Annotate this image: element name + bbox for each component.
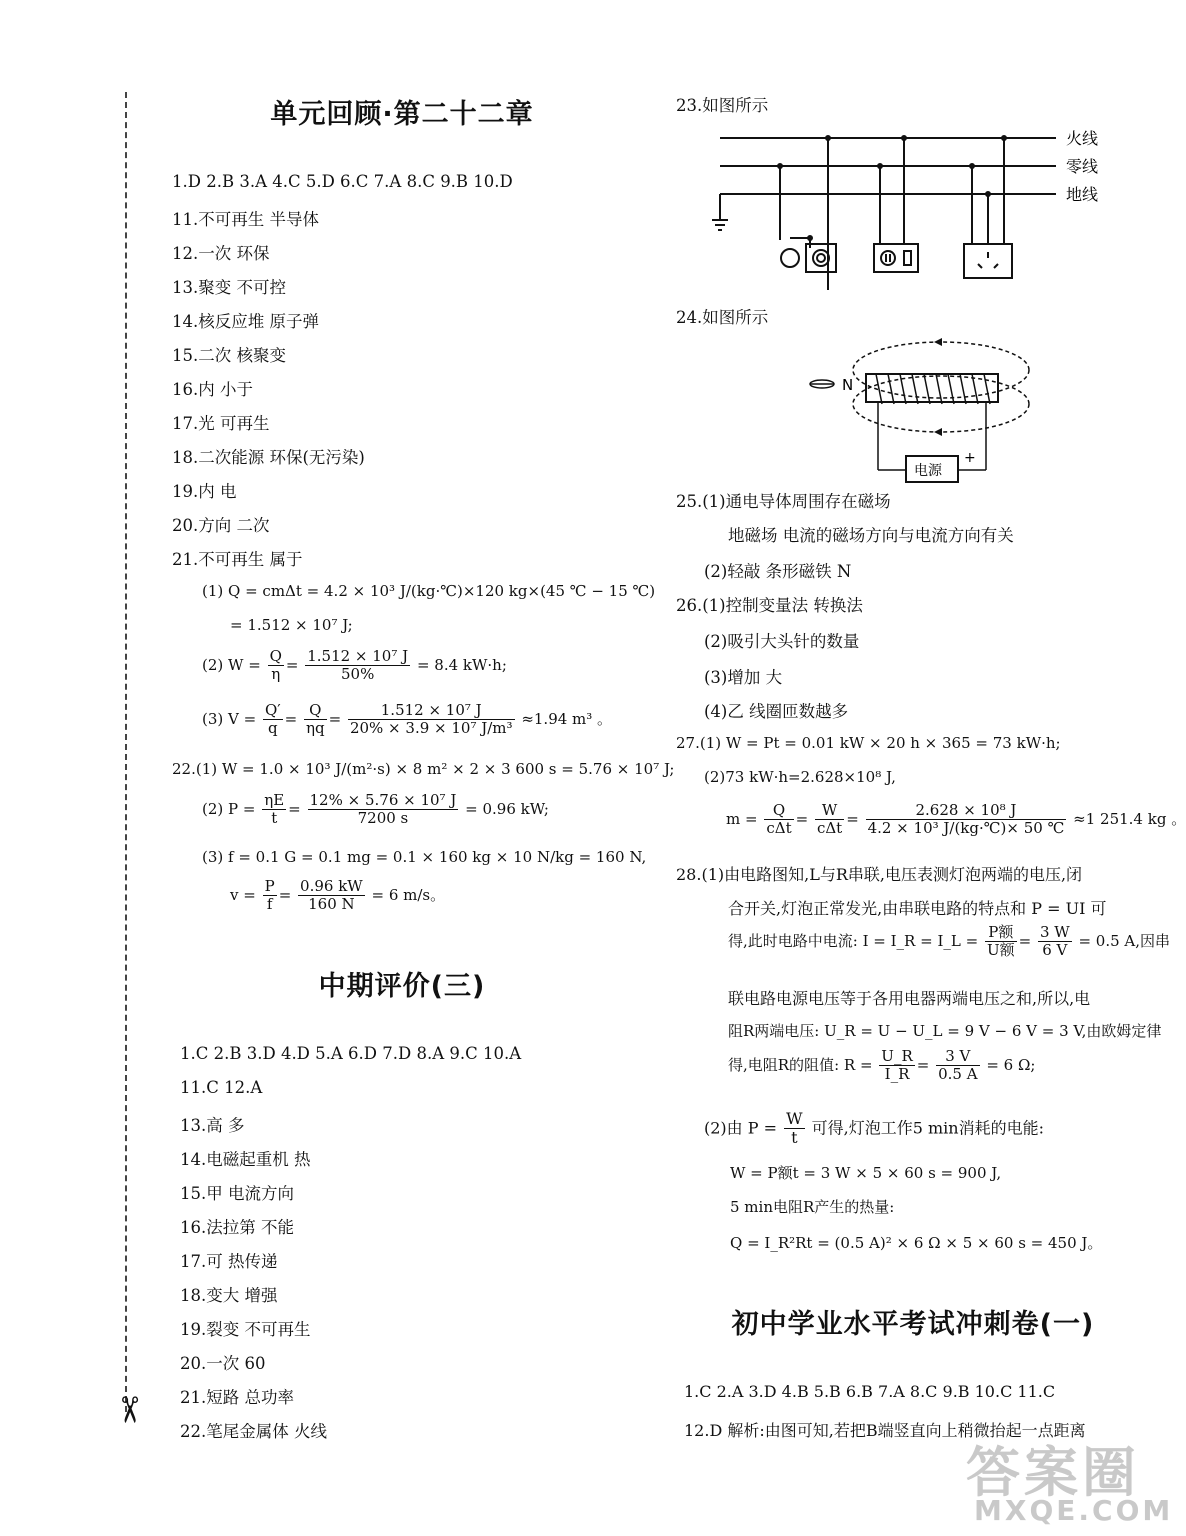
answer-line: 18.变大 增强 <box>180 1286 278 1305</box>
answer-line: 15.二次 核聚变 <box>172 346 286 365</box>
q28-line5: 阻R两端电压: U_R = U − U_L = 9 V − 6 V = 3 V,由欧姆定律 <box>728 1022 1162 1040</box>
n-pole-label: N <box>842 376 854 394</box>
fraction <box>866 802 1067 838</box>
mid-mc-answers: 1.C 2.B 3.D 4.D 5.A 6.D 7.D 8.A 9.C 10.A <box>180 1044 522 1063</box>
denominator: 20% × 3.9 × 10⁷ J/m³ <box>349 719 513 738</box>
denominator: ηq <box>306 719 325 738</box>
answer-line: 13.高 多 <box>180 1116 245 1135</box>
denominator: cΔt <box>816 819 843 838</box>
q24-label: 24.如图所示 <box>676 308 769 327</box>
fraction <box>298 878 365 914</box>
arrow-icon <box>934 428 942 436</box>
scissors-icon: ✂ <box>108 1394 150 1426</box>
ground-wire-label: 地线 <box>1066 185 1099 204</box>
label: (2) P = <box>202 799 256 818</box>
q22-line1: 22.(1) W = 1.0 × 10³ J/(m²·s) × 8 m² × 2 × 3 600 s = 5.76 × 10⁷ J; <box>172 760 675 778</box>
label: (2)由 P = <box>704 1118 778 1138</box>
answer-line: 11.不可再生 半导体 <box>172 210 319 229</box>
q28-line4: 联电路电源电压等于各用电器两端电压之和,所以,电 <box>728 989 1091 1008</box>
label: 得,此时电路中电流: I = I_R = I_L = <box>728 931 979 950</box>
q27-2: (2)73 kW·h=2.628×10⁸ J, <box>704 768 896 786</box>
midterm-title: 中期评价(三) <box>318 971 486 1002</box>
arrow-icon <box>934 338 942 346</box>
household-circuit-diagram <box>706 120 1126 290</box>
denominator: q <box>268 719 278 738</box>
q25-2: (2)轻敲 条形磁铁 N <box>704 562 852 581</box>
answer-line: 13.聚变 不可控 <box>172 278 286 297</box>
answer-line: 19.裂变 不可再生 <box>180 1320 311 1339</box>
result: ≈1 251.4 kg 。 <box>1073 809 1186 828</box>
numerator: U_R <box>881 1047 913 1065</box>
numerator: Q <box>304 702 327 720</box>
fraction <box>262 792 286 828</box>
label: v = <box>230 885 256 904</box>
answer-line: 14.核反应堆 原子弹 <box>172 312 319 331</box>
q28-line9: 5 min电阻R产生的热量: <box>730 1198 895 1216</box>
q28-line6: 得,电阻R的阻值: R = $\frac{U\_R}{I\_R}$ = $\frac{3 V}{0.5 A}$ = 6 Ω; <box>728 1047 1036 1084</box>
q25-1: 25.(1)通电导体周围存在磁场 <box>676 492 891 511</box>
fraction <box>784 1110 804 1148</box>
denominator: I_R <box>884 1065 910 1084</box>
q28-line10: Q = I_R²Rt = (0.5 A)² × 6 Ω × 5 × 60 s = 450 J。 <box>730 1234 1103 1252</box>
numerator: P额 <box>985 924 1017 942</box>
fraction <box>263 702 283 738</box>
text: 可得,灯泡工作5 min消耗的电能: <box>811 1118 1044 1138</box>
answer-line: 20.方向 二次 <box>172 516 270 535</box>
result: = 8.4 kW·h; <box>416 655 507 674</box>
result: ≈1.94 m³ 。 <box>521 709 613 728</box>
q27-3: m = $\frac{Q}{\text{cΔt}}$ = $\frac{W}{\text{cΔt}}$ = $\frac{\text{2.628 × 10⁸ J}}{\text{4.2 × 10³ J/(kg·℃)× 50 ℃}}$ ≈1 251.4 kg 。 <box>726 801 1186 838</box>
fraction <box>815 802 844 838</box>
numerator: Q <box>764 802 793 820</box>
denominator: 6 V <box>1042 941 1068 960</box>
result: = 6 m/s。 <box>371 885 446 904</box>
result: = 0.5 A,因串 <box>1078 931 1171 950</box>
q21-part2: (2) W = $\frac{Q}{\eta}$ = $\frac{\text{1.512 × 10⁷ J}}{50\%}$ = 8.4 kW·h; <box>202 647 507 684</box>
label: (2) W = <box>202 655 261 674</box>
fraction <box>985 924 1017 960</box>
numerator: 0.96 kW <box>300 877 363 895</box>
answer-line: 17.光 可再生 <box>172 414 270 433</box>
numerator: Q <box>269 647 282 665</box>
q22-part2: (2) P = $\frac{\eta E}{t}$ = $\frac{\text{12\% × 5.76 × 10⁷ J}}{7200 s}$ = 0.96 kW; <box>202 791 549 828</box>
plus-sign: + <box>964 450 976 466</box>
numerator: W <box>815 802 844 820</box>
live-wire-label: 火线 <box>1066 129 1099 148</box>
exam-q12: 12.D 解析:由图可知,若把B端竖直向上稍微抬起一点距离 <box>684 1421 1086 1440</box>
q21-part3: (3) V = $\frac{Q'}{q}$ = $\frac{Q}{\eta q}$ = $\frac{\text{1.512 × 10⁷ J}}{\text{20\% × 3.9 × 10⁷ J/m³}}$ ≈1.94 m³ 。 <box>202 701 613 738</box>
q28-line3: 得,此时电路中电流: I = I_R = I_L = $\frac{\text{P额}}{\text{U额}}$ = $\frac{3 W}{6 V}$ = 0.5 A,因串 <box>728 923 1171 960</box>
q25-1b: 地磁场 电流的磁场方向与电流方向有关 <box>728 526 1014 545</box>
q28-line2: 合开关,灯泡正常发光,由串联电路的特点和 P = UI 可 <box>728 899 1107 918</box>
denominator: 4.2 × 10³ J/(kg·℃)× 50 ℃ <box>867 819 1065 838</box>
fraction <box>268 648 284 684</box>
numerator: 3 W <box>1039 923 1070 941</box>
lamp-bulb <box>781 249 799 267</box>
q21-line2: = 1.512 × 10⁷ J; <box>230 616 353 634</box>
label: 得,电阻R的阻值: R = <box>728 1055 873 1074</box>
q26-3: (3)增加 大 <box>704 668 783 687</box>
q26-2: (2)吸引大头针的数量 <box>704 632 860 651</box>
answer-line: 17.可 热传递 <box>180 1252 278 1271</box>
denominator: t <box>271 809 278 828</box>
fraction <box>263 878 277 914</box>
answer-line: 19.内 电 <box>172 482 237 501</box>
q28-line1: 28.(1)由电路图知,L与R串联,电压表测灯泡两端的电压,闭 <box>676 865 1083 884</box>
fraction <box>308 792 459 828</box>
answer-line: 11.C 12.A <box>180 1078 263 1097</box>
watermark-url: MXQE.COM <box>974 1494 1174 1527</box>
result: = 0.96 kW; <box>465 799 549 818</box>
numerator: 2.628 × 10⁸ J <box>866 802 1067 820</box>
power-label: 电源 <box>914 463 942 479</box>
q28-line7 <box>704 1110 1044 1148</box>
result: = 6 Ω; <box>986 1055 1036 1074</box>
three-hole-socket <box>964 244 1012 278</box>
denominator: U额 <box>986 941 1015 960</box>
fraction <box>764 802 793 838</box>
answer-line: 16.法拉第 不能 <box>180 1218 294 1237</box>
numerator: 1.512 × 10⁷ J <box>307 647 409 665</box>
exam-title: 初中学业水平考试冲刺卷(一) <box>731 1309 1095 1340</box>
answer-line: 18.二次能源 环保(无污染) <box>172 448 365 467</box>
fraction <box>305 648 410 684</box>
fraction <box>879 1048 914 1084</box>
denominator: 7200 s <box>357 809 409 828</box>
q22-part3: (3) f = 0.1 G = 0.1 mg = 0.1 × 160 kg × 10 N/kg = 160 N, <box>202 848 647 866</box>
answer-line: 21.短路 总功率 <box>180 1388 294 1407</box>
numerator: 3 V <box>936 1048 979 1066</box>
fraction <box>1038 924 1072 960</box>
numerator: Q′ <box>264 701 281 719</box>
numerator: W <box>786 1109 803 1128</box>
denominator: 160 N <box>308 895 355 914</box>
q27-1: 27.(1) W = Pt = 0.01 kW × 20 h × 365 = 73 kW·h; <box>676 734 1061 752</box>
switch-box <box>806 244 836 272</box>
answer-line: 21.不可再生 属于 <box>172 550 303 569</box>
q26-4: (4)乙 线圈匝数越多 <box>704 702 849 721</box>
denominator: η <box>271 665 281 684</box>
q23-label: 23.如图所示 <box>676 96 769 115</box>
mc-answers: 1.D 2.B 3.A 4.C 5.D 6.C 7.A 8.C 9.B 10.D <box>172 172 513 191</box>
fraction <box>348 702 515 738</box>
exam-mc: 1.C 2.A 3.D 4.B 5.B 6.B 7.A 8.C 9.B 10.C 11.C <box>684 1382 1056 1401</box>
electromagnet-diagram <box>806 334 1066 484</box>
denominator: cΔt <box>766 819 792 838</box>
q21-line1: (1) Q = cmΔt = 4.2 × 10³ J/(kg·℃)×120 kg×(45 ℃ − 15 ℃) <box>202 582 656 600</box>
answer-line: 16.内 小于 <box>172 380 253 399</box>
neutral-wire-label: 零线 <box>1066 157 1099 176</box>
denominator: f <box>266 895 273 914</box>
cut-line <box>125 92 127 1412</box>
field-line-bottom <box>853 376 1029 432</box>
denominator: 50% <box>341 665 375 684</box>
q22-part4: v = $\frac{P}{f}$ = $\frac{0.96 kW}{160 N}$ = 6 m/s。 <box>230 877 446 914</box>
unit-review-title: 单元回顾·第二十二章 <box>270 99 534 130</box>
watermark-logo: 答案圈 <box>966 1441 1140 1504</box>
label: m = <box>726 809 758 828</box>
denominator: 0.5 A <box>938 1065 978 1084</box>
answer-line: 20.一次 60 <box>180 1354 266 1373</box>
q26-1: 26.(1)控制变量法 转换法 <box>676 596 863 615</box>
answer-line: 15.甲 电流方向 <box>180 1184 294 1203</box>
fraction <box>936 1048 979 1084</box>
answer-line: 22.笔尾金属体 火线 <box>180 1422 327 1441</box>
numerator: 1.512 × 10⁷ J <box>348 702 515 720</box>
answer-line: 12.一次 环保 <box>172 244 270 263</box>
denominator: t <box>791 1128 798 1148</box>
fraction <box>304 702 327 738</box>
numerator: 12% × 5.76 × 10⁷ J <box>309 791 457 809</box>
q28-line8: W = P额t = 3 W × 5 × 60 s = 900 J, <box>730 1164 1002 1182</box>
label: (3) V = <box>202 709 257 728</box>
numerator: ηE <box>264 791 285 809</box>
answer-line: 14.电磁起重机 热 <box>180 1150 311 1169</box>
numerator: P <box>264 877 275 895</box>
